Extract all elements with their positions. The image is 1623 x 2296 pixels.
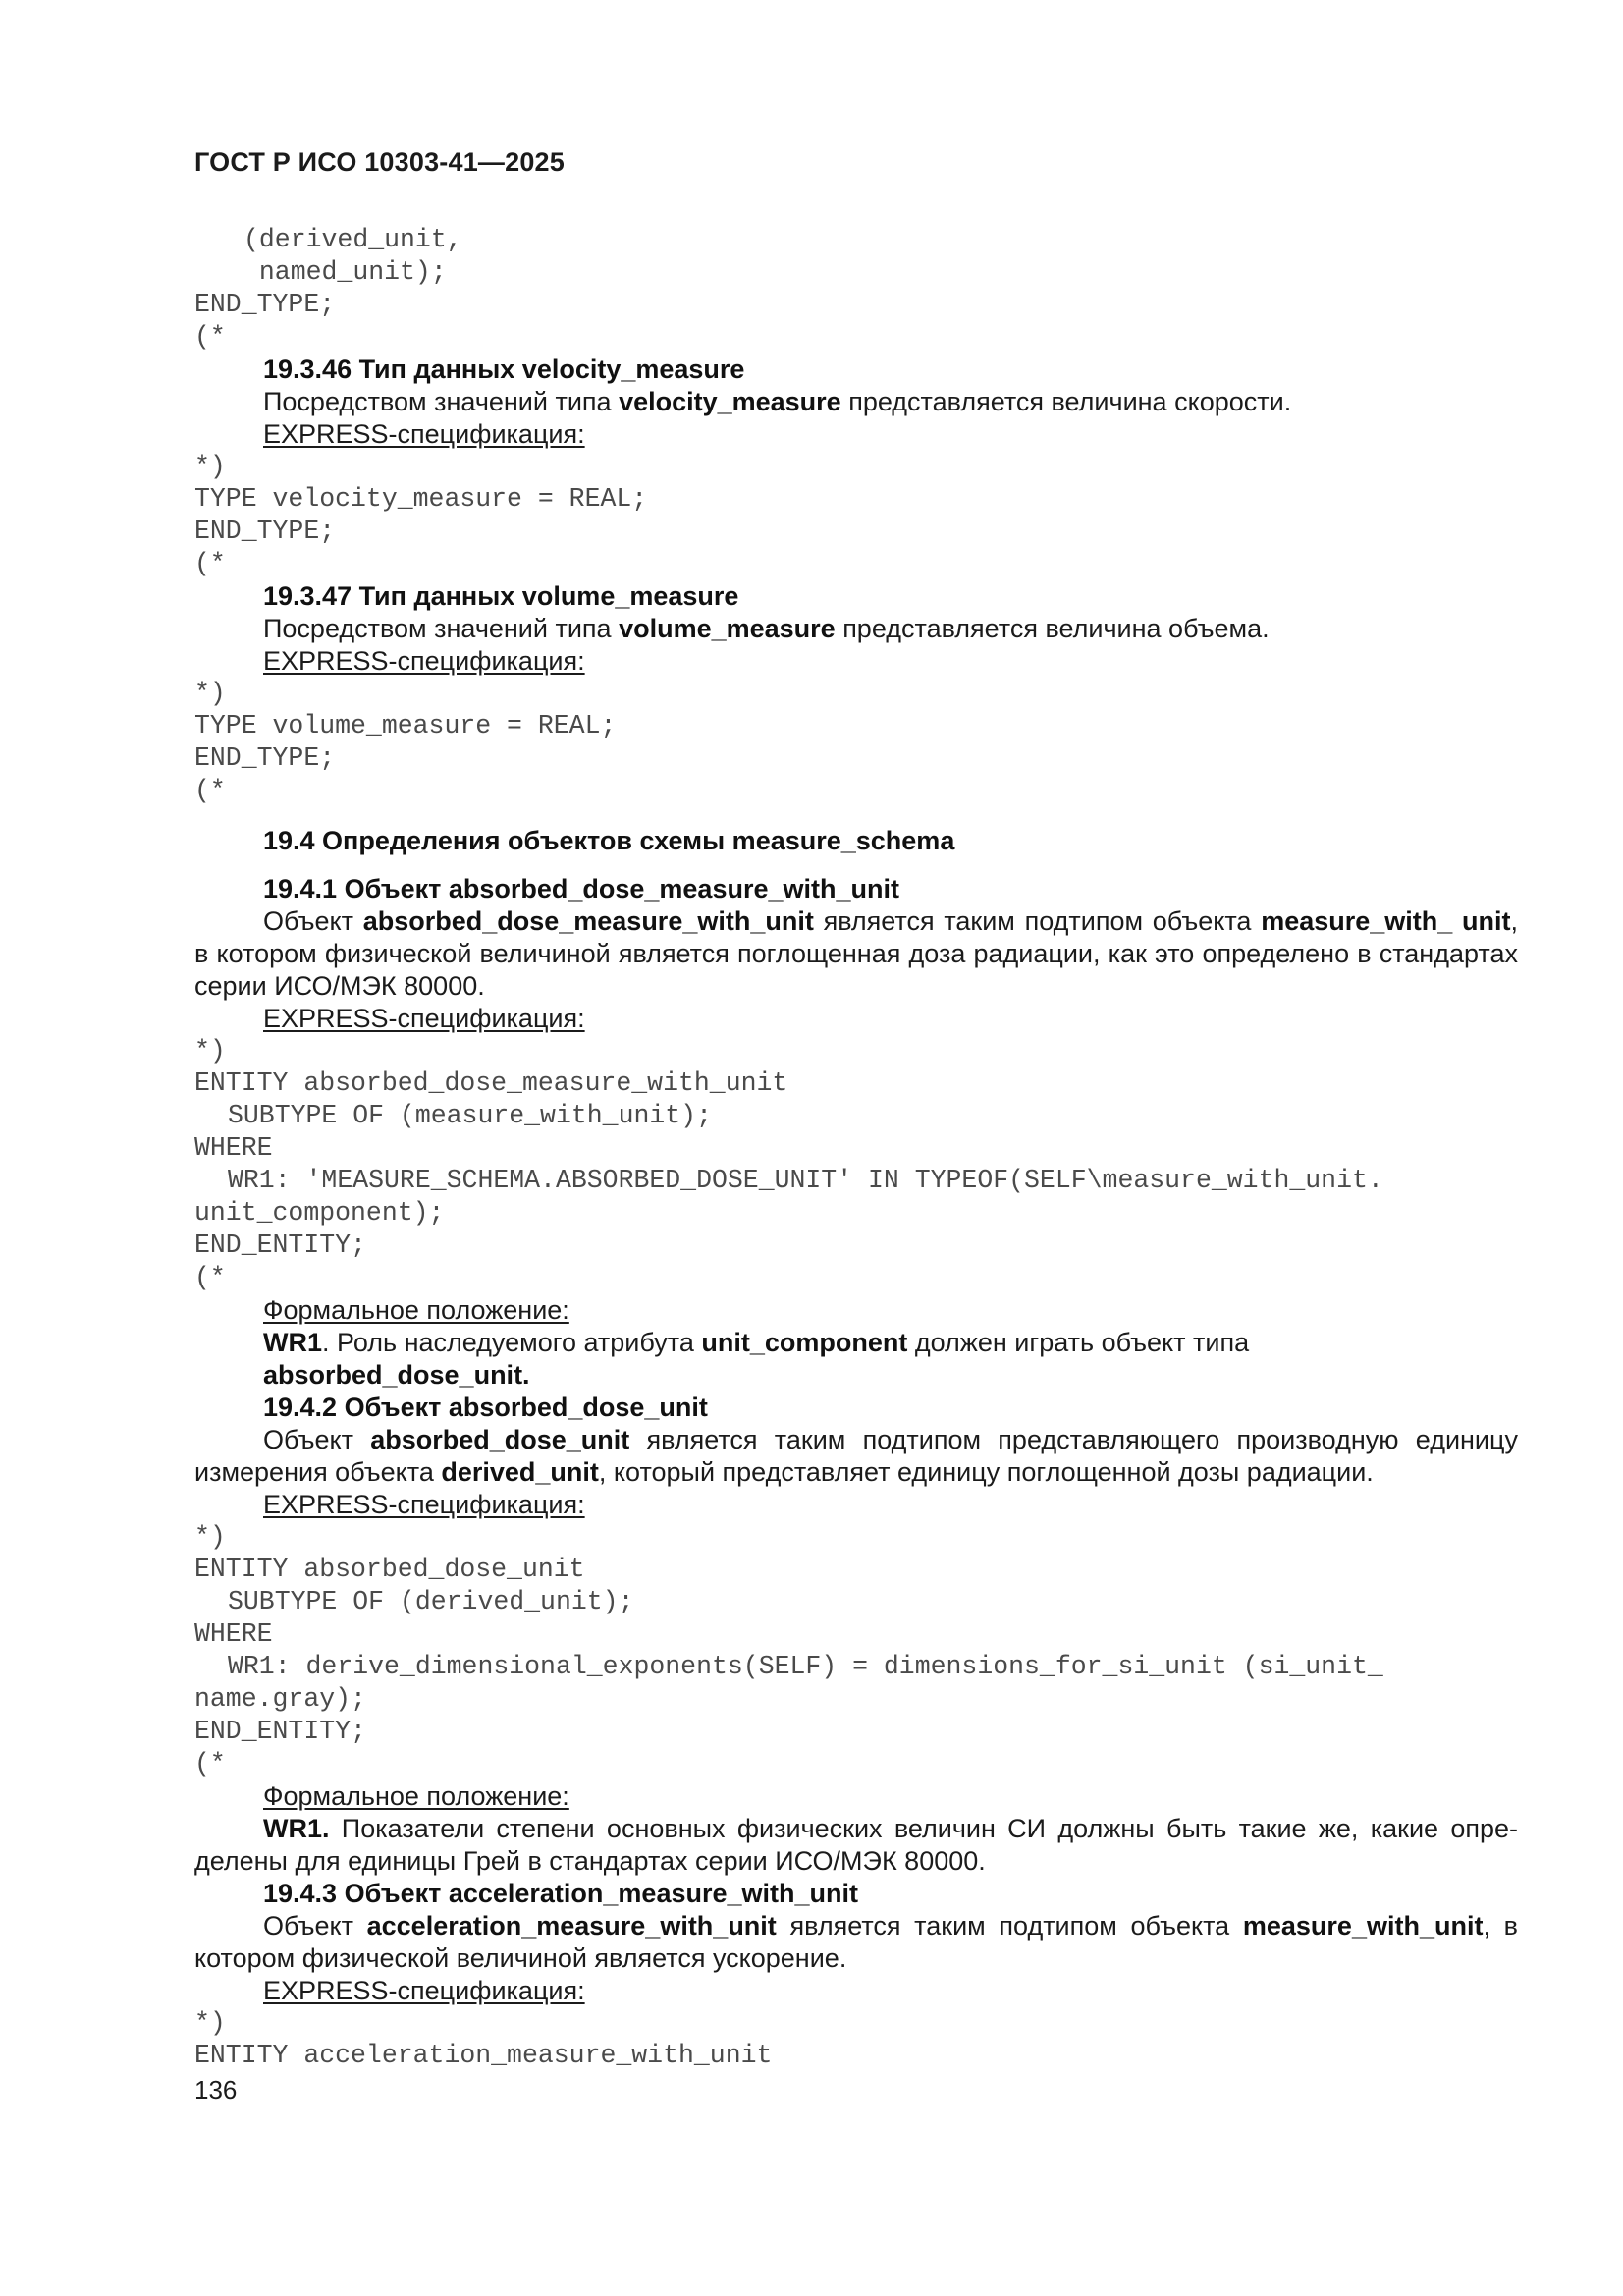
code-line: WHERE — [194, 1133, 273, 1163]
term: measure_with_ unit — [1261, 906, 1511, 936]
section-text — [194, 905, 1518, 1003]
code-line: *) — [194, 679, 226, 708]
section-heading: 19.3.47 Тип данных volume_measure — [263, 581, 739, 611]
code-line: *) — [194, 2008, 226, 2038]
express-label — [194, 645, 1518, 678]
code-line: (* — [194, 1263, 226, 1292]
text-run: Посредством значений типа — [263, 614, 620, 643]
formal-label-text: Формальное положение: — [263, 1295, 569, 1325]
code-line: (derived_unit, — [243, 225, 462, 254]
rule-label: WR1 — [263, 1328, 322, 1357]
section-heading: 19.4 Определения объектов схемы measure_schema — [263, 826, 955, 855]
formal-label-text: Формальное положение: — [263, 1781, 569, 1811]
code-line: TYPE velocity_measure = REAL; — [194, 484, 648, 514]
text-run: , в котором физической величиной является поглощенная доза радиации, как это определено в стандартах серии ИСО/МЭК 80000. — [194, 906, 1519, 1001]
code-line: END_TYPE; — [194, 517, 336, 546]
code-line: (* — [194, 549, 226, 578]
term: velocity_measure — [619, 387, 841, 416]
term: derived_unit — [441, 1457, 599, 1487]
text-run: , в котором физической величиной является ускорение. — [194, 1911, 1518, 1973]
express-label-text: EXPRESS-спецификация: — [263, 646, 585, 676]
express-label — [194, 418, 1518, 451]
code-line: ENTITY acceleration_measure_with_unit — [194, 2041, 773, 2070]
code-line: END_TYPE; — [194, 743, 336, 773]
term: measure_with_unit — [1242, 1911, 1484, 1941]
rule-label: WR1. — [263, 1814, 330, 1843]
express-label — [194, 1489, 1518, 1521]
text-run: . Роль наследуемого атрибута — [322, 1328, 702, 1357]
code-line: ENTITY absorbed_dose_measure_with_unit — [194, 1068, 788, 1098]
code-line: END_ENTITY; — [194, 1717, 366, 1746]
code-line: WR1: 'MEASURE_SCHEMA.ABSORBED_DOSE_UNIT' IN TYPEOF(SELF\measure_with_unit. — [228, 1166, 1383, 1195]
code-line: SUBTYPE OF (measure_with_unit); — [228, 1101, 712, 1130]
section-heading: 19.4.2 Объект absorbed_dose_unit — [263, 1393, 708, 1422]
document-header: ГОСТ Р ИСО 10303-41—2025 — [194, 147, 565, 177]
section-text — [194, 386, 1518, 418]
term: absorbed_dose_unit. — [263, 1360, 530, 1390]
where-rule — [194, 1327, 1518, 1392]
text-run: Объект — [263, 1911, 367, 1941]
section-text — [194, 1424, 1518, 1489]
section-text — [194, 613, 1518, 645]
code-line: *) — [194, 1522, 226, 1552]
text-run: Объект — [263, 906, 363, 936]
text-run: представляется величина скорости. — [840, 387, 1292, 416]
express-label-text: EXPRESS-спецификация: — [263, 419, 585, 449]
term: acceleration_measure_with_unit — [366, 1911, 777, 1941]
code-line: name.gray); — [194, 1684, 366, 1714]
term: absorbed_dose_measure_with_unit — [362, 906, 814, 936]
formal-label — [194, 1294, 1518, 1327]
section-heading: 19.4.3 Объект acceleration_measure_with_unit — [263, 1879, 858, 1908]
text-run: является таким подтипом объекта — [813, 906, 1262, 936]
code-line: END_TYPE; — [194, 290, 336, 319]
term: volume_measure — [619, 614, 836, 643]
code-line: *) — [194, 1036, 226, 1066]
term: absorbed_dose_unit — [370, 1425, 630, 1454]
term: unit_component — [701, 1328, 908, 1357]
code-line: (* — [194, 322, 226, 352]
code-line: TYPE volume_measure = REAL; — [194, 711, 617, 740]
express-label — [194, 1975, 1518, 2007]
code-line: (* — [194, 776, 226, 805]
text-run: представляется величина объема. — [835, 614, 1270, 643]
text-run: Объект — [263, 1425, 371, 1454]
text-run: Посредством значений типа — [263, 387, 620, 416]
section-heading: 19.4.1 Объект absorbed_dose_measure_with_unit — [263, 874, 899, 903]
text-run: является таким подтипом объекта — [776, 1911, 1243, 1941]
code-line: (* — [194, 1749, 226, 1778]
where-rule — [194, 1813, 1518, 1878]
code-line: WHERE — [194, 1619, 273, 1649]
code-line: SUBTYPE OF (derived_unit); — [228, 1587, 634, 1616]
text-run: Показатели степени основных физических величин СИ должны быть такие же, какие опре-делены для единицы Грей в стандартах серии ИСО/МЭК 80000. — [194, 1814, 1518, 1876]
express-label-text: EXPRESS-спецификация: — [263, 1976, 585, 2005]
code-line: ENTITY absorbed_dose_unit — [194, 1555, 585, 1584]
text-run: , который представляет единицу поглощенной дозы радиации. — [598, 1457, 1374, 1487]
express-label — [194, 1003, 1518, 1035]
section-text — [194, 1910, 1518, 1975]
express-label-text: EXPRESS-спецификация: — [263, 1004, 585, 1033]
text-run: должен играть объект типа — [907, 1328, 1250, 1357]
express-label-text: EXPRESS-спецификация: — [263, 1490, 585, 1519]
section-heading: 19.3.46 Тип данных velocity_measure — [263, 355, 745, 384]
page-number: 136 — [194, 2075, 238, 2105]
formal-label — [194, 1780, 1518, 1813]
code-line: unit_component); — [194, 1198, 445, 1228]
code-line: END_ENTITY; — [194, 1230, 366, 1260]
text-run: является таким подтипом представляющего производную единицу измерения объекта — [194, 1425, 1518, 1487]
code-line: WR1: derive_dimensional_exponents(SELF) = dimensions_for_si_unit (si_unit_ — [228, 1652, 1383, 1681]
code-line: named_unit); — [243, 257, 447, 287]
code-line: *) — [194, 452, 226, 481]
page-content — [194, 224, 1518, 2072]
